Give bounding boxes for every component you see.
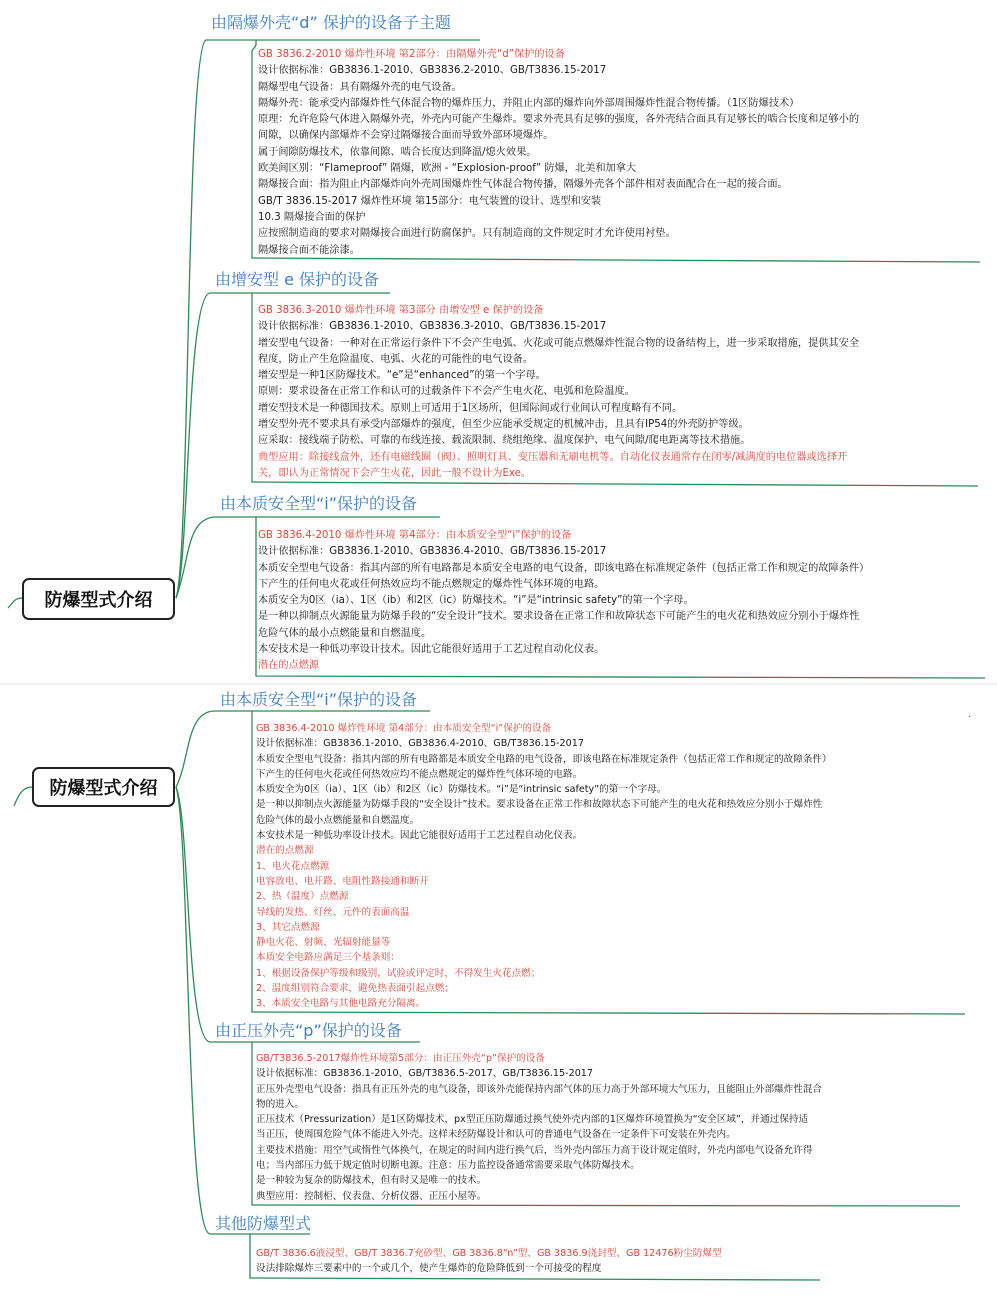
text-line: 设计依据标准：GB3836.1-2010、GB3836.2-2010、GB/T3836.15-2017 bbox=[258, 65, 607, 77]
branch-content-intrinsic-safety-2 bbox=[256, 721, 956, 1012]
cursor-mark: · bbox=[968, 712, 972, 723]
root-node-2[interactable] bbox=[32, 767, 175, 807]
connector-p2-root-left bbox=[14, 787, 32, 806]
highlight-line: GB/T3836.5-2017爆炸性环境第5部分：由正压外壳“p”保护的设备 bbox=[256, 1053, 545, 1064]
branch-title-other-types[interactable]: 其他防爆型式 bbox=[215, 1214, 312, 1233]
text-line: 设计依据标准：GB3836.1-2010、GB3836.4-2010、GB/T3836.15-2017 bbox=[256, 738, 584, 750]
text-line: 危险气体的最小点燃能量和自燃温度。 bbox=[256, 814, 420, 826]
text-line: 应按照制造商的要求对隔爆接合面进行防腐保护。只有制造商的文件规定时才允许使用衬垫。 bbox=[258, 228, 676, 240]
text-line: 隔爆外壳：能承受内部爆炸性气体混合物的爆炸压力，并阻止内部的爆炸向外部周围爆炸性混合物传播。（1区防爆技术） bbox=[258, 97, 800, 109]
text-line: 是一种以抑制点火源能量为防爆手段的“安全设计”技术。要求设备在正常工作和故障状态下可能产生的电火花和热效应分别小于爆炸性 bbox=[258, 611, 860, 623]
text-line: 本质安全为0区（ia）、1区（ib）和2区（ic）防爆技术。“i”是“intrinsic safety”的第一个字母。 bbox=[258, 595, 694, 607]
text-line: 属于间隙防爆技术，依靠间隙、啮合长度达到降温/熄火效果。 bbox=[258, 146, 537, 158]
highlight-line: 3、其它点燃源 bbox=[256, 921, 320, 933]
text-line: 本质安全为0区（ia）、1区（ib）和2区（ic）防爆技术。“i”是“intrinsic safety”的第一个字母。 bbox=[256, 784, 667, 796]
text-line: 隔爆型电气设备：具有隔爆外壳的电气设备。 bbox=[258, 81, 462, 93]
text-line: 欧美间区别：“Flameproof” 隔爆，欧洲 - “Explosion-proof” 防爆，北美和加拿大 bbox=[258, 163, 637, 175]
text-line: 程度，防止产生危险温度、电弧、火花的可能性的电气设备。 bbox=[258, 353, 534, 365]
text-line: 增安型电气设备：一种对在正常运行条件下不会产生电弧、火花或可能点燃爆炸性混合物的设备结构上，进一步采取措施，提供其安全 bbox=[258, 337, 860, 349]
text-line: 典型应用：控制柜、仪表盘、分析仪器、正压小屋等。 bbox=[256, 1190, 487, 1202]
text-line: 10.3 隔爆接合面的保护 bbox=[258, 211, 366, 223]
highlight-line: GB/T 3836.6液浸型、GB/T 3836.7充砂型、GB 3836.8“n”型、GB 3836.9浇封型、GB 12476粉尘防爆型 bbox=[256, 1248, 722, 1259]
highlight-line: GB 3836.3-2010 爆炸性环境 第3部分 由增安型 e 保护的设备 bbox=[258, 305, 544, 316]
text-line: 原则：要求设备在正常工作和认可的过载条件下不会产生电火花、电弧和危险温度。 bbox=[258, 386, 635, 398]
branch-content-other-types bbox=[256, 1246, 956, 1277]
branch-title-intrinsic-safety-2[interactable]: 由本质安全型“i”保护的设备 bbox=[220, 690, 418, 709]
highlight-line: 潜在的点燃源 bbox=[258, 660, 320, 672]
highlight-line: 2、热（温度）点燃源 bbox=[256, 891, 349, 903]
branch-title-increased-safety[interactable]: 由增安型 e 保护的设备 bbox=[215, 270, 380, 289]
text-line: GB/T 3836.15-2017 爆炸性环境 第15部分：电气装置的设计、选型和安装 bbox=[258, 195, 602, 207]
text-line: 下产生的任何电火花或任何热效应均不能点燃规定的爆炸性气体环境的电路。 bbox=[256, 768, 583, 780]
text-line: 是一种以抑制点火源能量为防爆手段的“安全设计”技术。要求设备在正常工作和故障状态下可能产生的电火花和热效应分别小于爆炸性 bbox=[256, 799, 823, 811]
text-line: 原理：允许危险气体进入隔爆外壳，外壳内可能产生爆炸。要求外壳具有足够的强度，各外壳结合面具有足够长的啮合长度和足够小的 bbox=[258, 114, 860, 126]
text-line: 应采取：接线端子防松、可靠的布线连接、载流限制、绕组绝缘、温度保护、电气间隙/爬电距离等技术措施。 bbox=[258, 435, 751, 447]
text-line: 下产生的任何电火花或任何热效应均不能点燃规定的爆炸性气体环境的电路。 bbox=[258, 578, 605, 590]
text-line: 增安型技术是一种德国技术。原则上可适用于1区场所，但国际间或行业间认可程度略有不同。 bbox=[258, 402, 683, 414]
text-line: 隔爆接合面：指为阻止内部爆炸向外壳周围爆炸性气体混合物传播，隔爆外壳各个部件相对表面配合在一起的接合面。 bbox=[258, 179, 788, 191]
branch-content-intrinsic-safety bbox=[258, 528, 985, 675]
branch-title-pressurized[interactable]: 由正压外壳“p”保护的设备 bbox=[215, 1021, 402, 1040]
text-line: 隔爆接合面不能涂漆。 bbox=[258, 244, 360, 256]
text-line: 本质安全型电气设备：指其内部的所有电路都是本质安全电路的电气设备，即该电路在标准规定条件（包括正常工作和规定的故障条件） bbox=[256, 753, 832, 765]
text-line: 当正压，使周围危险气体不能进入外壳。这样未经防爆设计和认可的普通电气设备在一定条件下可安装在外壳内。 bbox=[256, 1129, 736, 1141]
highlight-line: 3、本质安全电路与其他电路充分隔离。 bbox=[256, 998, 426, 1010]
highlight-line: 2、温度组别符合要求，避免热表面引起点燃； bbox=[256, 983, 454, 995]
branch-content-pressurized bbox=[256, 1051, 956, 1204]
text-line: 是一种较为复杂的防爆技术，但有时又是唯一的技术。 bbox=[256, 1175, 487, 1187]
text-line: 正压外壳型电气设备：指具有正压外壳的电气设备，即该外壳能保持内部气体的压力高于外部环境大气压力，且能阻止外部爆炸性混合 bbox=[256, 1083, 823, 1095]
highlight-line: 导线的发热、灯丝、元件的表面高温 bbox=[256, 906, 410, 918]
highlight-line: 1、根据设备保护等级和级别，试验或评定时，不得发生火花点燃； bbox=[256, 967, 541, 979]
highlight-line: 潜在的点燃源 bbox=[256, 845, 314, 857]
branch-title-flameproof[interactable]: 由隔爆外壳“d” 保护的设备子主题 bbox=[211, 13, 451, 32]
highlight-line: 静电火花、射频、光辐射能量等 bbox=[256, 937, 391, 949]
text-line: 设计依据标准：GB3836.1-2010、GB/T3836.5-2017、GB/T3836.15-2017 bbox=[256, 1068, 594, 1080]
root-label-1: 防爆型式介绍 bbox=[44, 590, 153, 611]
text-line: 增安型外壳不要求具有承受内部爆炸的强度，但至少应能承受规定的机械冲击，且具有IP54的外壳防护等级。 bbox=[258, 419, 749, 431]
text-line: 设法排除爆炸三要素中的一个或几个，使产生爆炸的危险降低到一个可接受的程度 bbox=[256, 1263, 602, 1275]
text-line: 正压技术（Pressurization）是1区防爆技术，px型正压防爆通过换气使外壳内部的1区爆炸环境置换为“安全区域”，并通过保持适 bbox=[256, 1114, 809, 1126]
text-line: 间隙，以确保内部爆炸不会穿过隔爆接合面而导致外部环境爆炸。 bbox=[258, 130, 554, 142]
text-line: 电；当内部压力低于规定值时切断电源。注意：压力监控设备通常需要采取气体防爆技术。 bbox=[256, 1160, 640, 1172]
highlight-line: GB 3836.4-2010 爆炸性环境 第4部分：由本质安全型“i”保护的设备 bbox=[256, 723, 552, 734]
highlight-line: 本质安全电路应满足三个基条则： bbox=[256, 952, 400, 964]
connector-p1-root-left bbox=[8, 598, 22, 608]
branch-content-flameproof bbox=[258, 47, 980, 259]
text-line: 危险气体的最小点燃能量和自燃温度。 bbox=[258, 627, 432, 639]
text-line: 设计依据标准：GB3836.1-2010、GB3836.4-2010、GB/T3836.15-2017 bbox=[258, 546, 607, 558]
text-line: 本质安全型电气设备：指其内部的所有电路都是本质安全电路的电气设备，即该电路在标准规定条件（包括正常工作和规定的故障条件） bbox=[258, 562, 870, 574]
highlight-line: 1、电火花点燃源 bbox=[256, 860, 330, 872]
branch-title-intrinsic-safety[interactable]: 由本质安全型“i”保护的设备 bbox=[220, 494, 418, 513]
highlight-line: GB 3836.4-2010 爆炸性环境 第4部分：由本质安全型“i”保护的设备 bbox=[258, 530, 572, 541]
root-node-1[interactable] bbox=[22, 578, 175, 620]
text-line: 本安技术是一种低功率设计技术。因此它能很好适用于工艺过程自动化仪表。 bbox=[258, 644, 605, 656]
text-line: 物的进入。 bbox=[256, 1098, 304, 1110]
highlight-line: 典型应用：除接线盒外，还有电磁线圈（阀）、照明灯具、变压器和无刷电机等。自动化仪表通常存在闭零/减满度的电位器或选择开 bbox=[258, 451, 848, 463]
text-line: 增安型是一种1区防爆技术。“e”是“enhanced”的第一个字母。 bbox=[258, 370, 546, 382]
highlight-line: 电容放电、电开路、电阻性路接通和断开 bbox=[256, 875, 429, 887]
branch-content-increased-safety bbox=[258, 303, 980, 482]
highlight-line: GB 3836.2-2010 爆炸性环境 第2部分：由隔爆外壳“d”保护的设备 bbox=[258, 49, 565, 60]
text-line: 设计依据标准：GB3836.1-2010、GB3836.3-2010、GB/T3836.15-2017 bbox=[258, 321, 607, 333]
highlight-line: 关，即认为正常情况下会产生火花，因此一般不设计为Exe。 bbox=[258, 467, 532, 479]
text-line: 本安技术是一种低功率设计技术。因此它能很好适用于工艺过程自动化仪表。 bbox=[256, 830, 583, 842]
root-label-2: 防爆型式介绍 bbox=[49, 778, 158, 799]
text-line: 主要技术措施：用空气或惰性气体换气，在规定的时间内进行换气后，当外壳内部压力高于设计规定值时，外壳内部电气设备允许得 bbox=[256, 1144, 813, 1156]
